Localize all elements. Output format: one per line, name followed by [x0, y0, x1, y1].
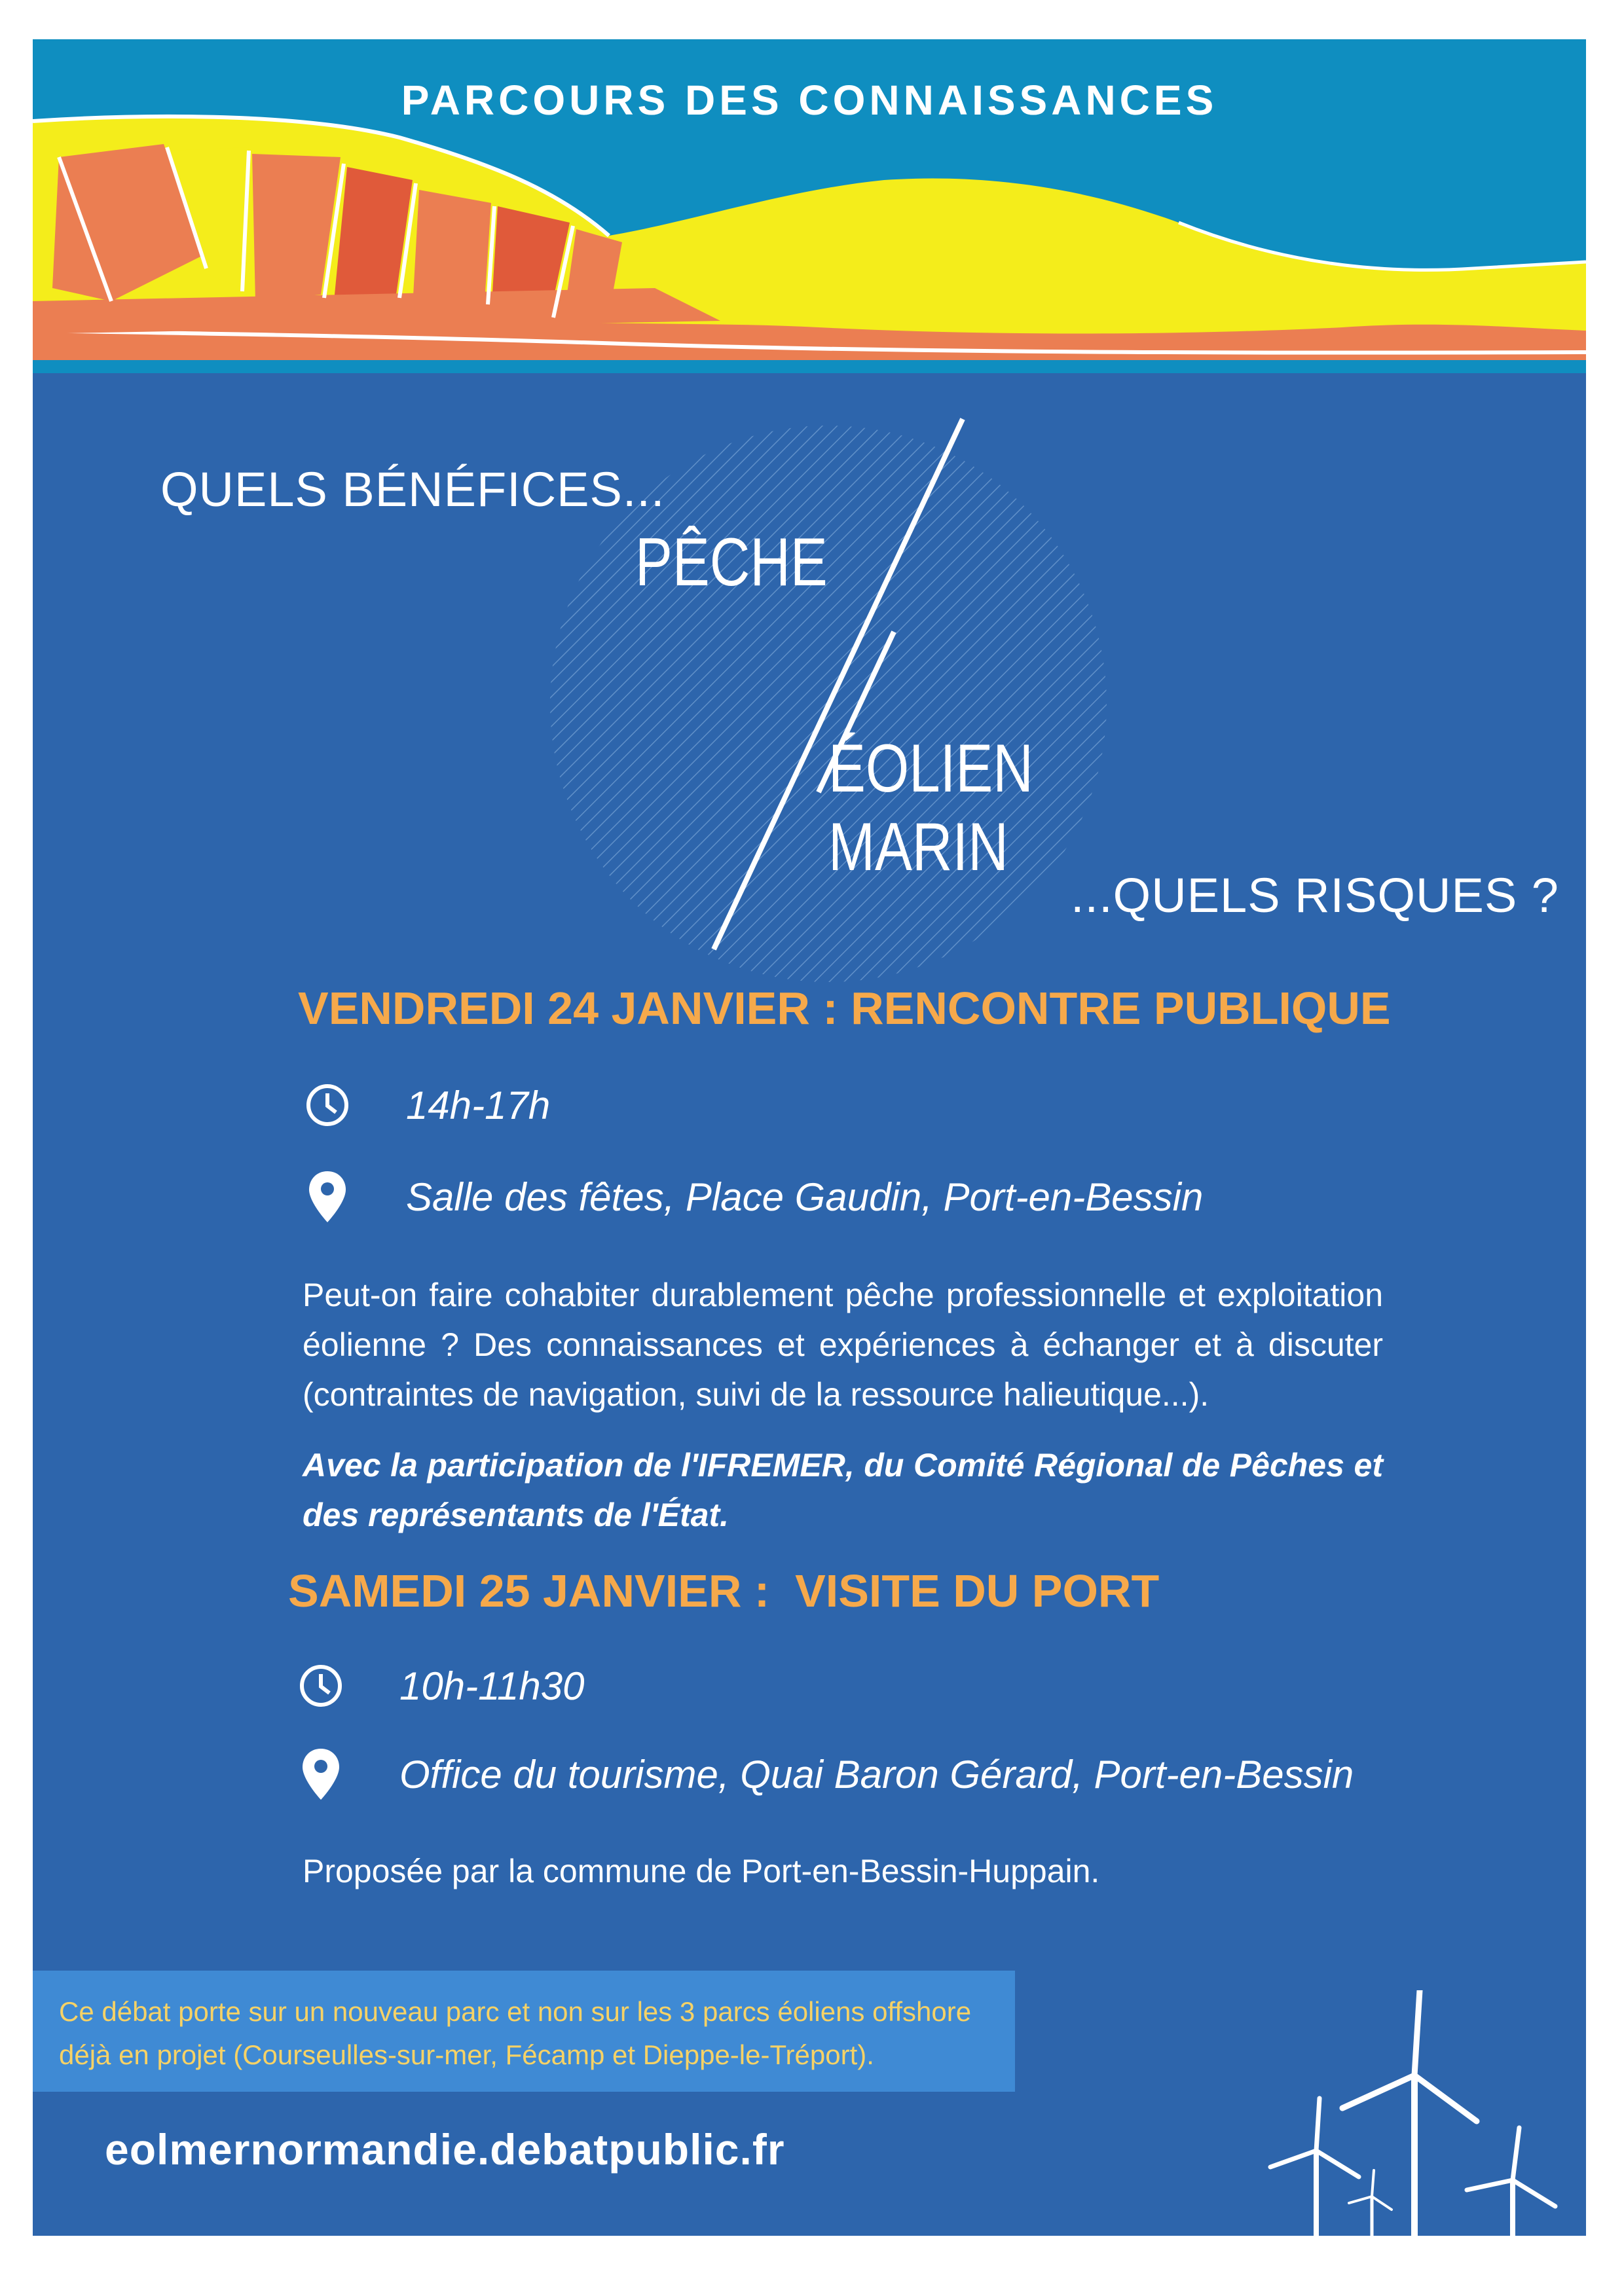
event-2-title: SAMEDI 25 JANVIER : VISITE DU PORT	[288, 1565, 1160, 1616]
event-2-time: 10h-11h30	[399, 1664, 585, 1708]
header-title: PARCOURS DES CONNAISSANCES	[401, 77, 1218, 124]
event-1-time-row	[301, 1079, 550, 1131]
event-2-organizer: Proposée par la commune de Port-en-Bessin-Huppain.	[303, 1853, 1100, 1889]
event-1-participants: Avec la participation de l'IFREMER, du Comité Régional de Pêches et des représentants de l'État.	[303, 1447, 1383, 1533]
event-1-title: VENDREDI 24 JANVIER : RENCONTRE PUBLIQUE	[298, 983, 1391, 1034]
event-2-time-row	[295, 1660, 584, 1712]
disclaimer-text: Ce débat porte sur un nouveau parc et non sur les 3 parcs éoliens offshore déjà en projet (Courseulles-sur-mer, Fécamp et Dieppe-le-Tréport).	[59, 1996, 972, 2070]
event-2-place: Office du tourisme, Quai Baron Gérard, Port-en-Bessin	[399, 1752, 1354, 1796]
website-link[interactable]: eolmernormandie.debatpublic.fr	[105, 2125, 785, 2174]
disclaimer-box	[33, 1971, 1015, 2092]
wind-turbine-icon	[1251, 1990, 1565, 2236]
clock-icon	[301, 1079, 354, 1131]
event-2-place-row	[295, 1748, 1354, 1800]
hero-word-eolien: ÉOLIEN	[828, 731, 1033, 807]
question-risks: ...QUELS RISQUES ?	[1071, 868, 1559, 922]
location-pin-icon	[301, 1171, 354, 1223]
poster	[33, 39, 1586, 2236]
event-1-description: Peut-on faire cohabiter durablement pêche professionnelle et exploitation éolienne ? Des connaissances et expériences à échanger et à discuter (contraintes de navigation, suivi de la ressource halieutique...).	[303, 1277, 1383, 1413]
event-1-place: Salle des fêtes, Place Gaudin, Port-en-Bessin	[406, 1175, 1204, 1219]
location-pin-icon	[295, 1748, 347, 1800]
hero-word-peche: PÊCHE	[635, 524, 828, 600]
event-1-time: 14h-17h	[406, 1083, 551, 1127]
hero-word-marin: MARIN	[828, 809, 1008, 885]
question-benefits: QUELS BÉNÉFICES...	[160, 462, 665, 517]
clock-icon	[295, 1660, 347, 1712]
event-1-place-row	[301, 1171, 1203, 1223]
